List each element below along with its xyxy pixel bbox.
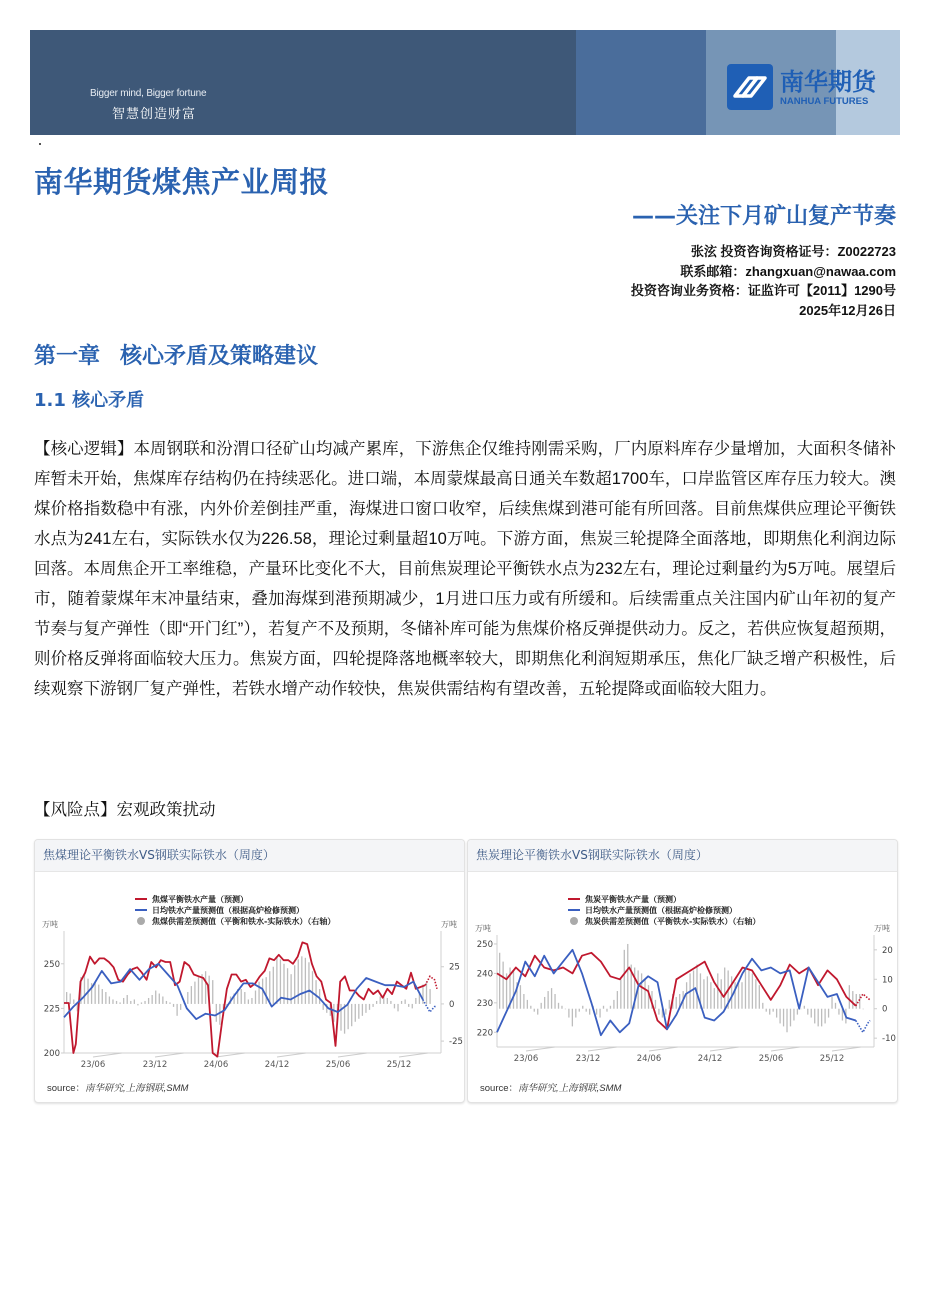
source-label: source： <box>47 1083 86 1094</box>
svg-text:24/12: 24/12 <box>264 1060 290 1070</box>
svg-text:23/06: 23/06 <box>80 1060 106 1070</box>
section-heading: 1.1 核心矛盾 <box>34 390 145 411</box>
slogan-chinese: 智慧创造财富 <box>112 107 197 122</box>
svg-text:日均铁水产量预测值（根据高炉检修预测）: 日均铁水产量预测值（根据高炉检修预测） <box>585 906 737 915</box>
svg-text:万吨: 万吨 <box>441 920 457 929</box>
svg-text:万吨: 万吨 <box>42 920 58 929</box>
chapter-heading <box>34 339 318 370</box>
logo-text-english: NANHUA FUTURES <box>780 96 869 107</box>
chart-title: 焦煤理论平衡铁水VS钢联实际铁水（周度） <box>35 840 464 872</box>
email-line: 联系邮箱：zhangxuan@nawaa.com <box>680 263 896 279</box>
svg-text:10: 10 <box>882 975 893 986</box>
chart-card-coking-coal <box>34 839 465 1103</box>
svg-text:24/12: 24/12 <box>697 1054 723 1064</box>
report-subtitle: ——关注下月矿山复产节奏 <box>631 204 896 229</box>
logo-text-chinese: 南华期货 <box>780 68 876 96</box>
chart-card-coke <box>467 839 898 1103</box>
chart-coking-coal <box>35 872 464 1072</box>
svg-text:24/06: 24/06 <box>636 1054 662 1064</box>
core-logic-paragraph: 【核心逻辑】本周钢联和汾渭口径矿山均减产累库，下游焦企仅维持刚需采购，厂内原料库存少量增加，大面积冬储补库暂未开始，焦煤库存结构仍在持续恶化。进口端，本周蒙煤最高日通关车数超1700车，口岸监管区库存压力较大。澳煤价格指数稳中有涨，内外价差倒挂严重，海煤进口窗口收窄，后续焦煤到港可能有所回落。目前焦煤供应理论平衡铁水点为241左右，实际铁水仅为226.58，理论过剩量超10万吨。下游方面，焦炭三轮提降全面落地，即期焦化利润边际回落。本周焦企开工率维稳，产量环比变化不大，目前焦炭理论平衡铁水点为232左右，理论过剩量约为5万吨。展望后市，随着蒙煤年末冲量结束，叠加海煤到港预期减少，1月进口压力或有所缓和。后续需重点关注国内矿山年初的复产节奏与复产弹性（即“开门红”），若复产不及预期，冬储补库可能为焦煤价格反弹提供动力。反之，若供应恢复超预期，则价格反弹将面临较大压力。焦炭方面，四轮提降落地概率较大，即期焦化利润短期承压，焦化厂缺乏增产积极性，后续观察下游钢厂复产弹性，若铁水增产动作较快，焦炭供需结构有望改善，五轮提降或面临较大阻力。 <box>34 440 896 698</box>
chapter-title: 核心矛盾及策略建议 <box>120 344 319 369</box>
slogan-english: Bigger mind, Bigger fortune <box>90 88 207 99</box>
company-logo <box>727 62 897 112</box>
svg-text:240: 240 <box>476 969 493 980</box>
svg-text:25: 25 <box>449 962 460 973</box>
svg-text:焦煤供需差预测值（平衡和铁水-实际铁水）（右轴）: 焦煤供需差预测值（平衡和铁水-实际铁水）（右轴） <box>152 917 336 926</box>
svg-text:220: 220 <box>476 1028 493 1039</box>
svg-text:250: 250 <box>476 939 493 950</box>
risk-point: 【风险点】宏观政策扰动 <box>34 801 216 819</box>
svg-text:24/06: 24/06 <box>203 1060 229 1070</box>
svg-text:200: 200 <box>43 1049 60 1059</box>
svg-text:20: 20 <box>882 945 893 956</box>
header-banner <box>30 30 900 135</box>
svg-text:-25: -25 <box>449 1037 463 1048</box>
chart-title: 焦炭理论平衡铁水VS钢联实际铁水（周度） <box>468 840 897 872</box>
chapter-number: 第一章 <box>34 344 101 369</box>
svg-text:23/06: 23/06 <box>513 1054 539 1064</box>
svg-text:焦炭供需差预测值（平衡铁水-实际铁水）（右轴）: 焦炭供需差预测值（平衡铁水-实际铁水）（右轴） <box>585 917 761 926</box>
svg-text:-10: -10 <box>882 1034 896 1045</box>
svg-text:25/12: 25/12 <box>819 1054 845 1064</box>
svg-text:25/06: 25/06 <box>758 1054 784 1064</box>
svg-text:230: 230 <box>476 998 493 1009</box>
svg-text:25/12: 25/12 <box>386 1060 412 1070</box>
report-title: 南华期货煤焦产业周报 <box>34 165 330 199</box>
license-line: 投资咨询业务资格：证监许可【2011】1290号 <box>630 283 896 298</box>
stray-dot <box>39 143 41 145</box>
svg-text:0: 0 <box>882 1004 888 1015</box>
logo-diamond-icon <box>727 64 773 110</box>
svg-text:焦炭平衡铁水产量（预测）: 焦炭平衡铁水产量（预测） <box>585 895 681 904</box>
svg-text:225: 225 <box>43 1004 60 1015</box>
chart-coke <box>468 872 897 1072</box>
svg-text:0: 0 <box>449 999 455 1010</box>
source-label: source： <box>480 1083 519 1094</box>
svg-text:焦煤平衡铁水产量（预测）: 焦煤平衡铁水产量（预测） <box>152 895 248 904</box>
svg-text:23/12: 23/12 <box>575 1054 601 1064</box>
svg-text:23/12: 23/12 <box>142 1060 168 1070</box>
banner-band <box>576 30 706 135</box>
svg-text:万吨: 万吨 <box>475 924 491 933</box>
author-info <box>631 242 896 320</box>
chart-source <box>47 1080 188 1094</box>
author-line: 张泫 投资咨询资格证号：Z0022723 <box>690 244 896 259</box>
svg-text:25/06: 25/06 <box>325 1060 351 1070</box>
svg-text:万吨: 万吨 <box>874 924 890 933</box>
svg-text:日均铁水产量预测值（根据高炉检修预测）: 日均铁水产量预测值（根据高炉检修预测） <box>152 906 304 915</box>
report-date: 2025年12月26日 <box>799 302 896 318</box>
chart-source <box>480 1080 621 1094</box>
source-value: 南华研究,上海钢联,SMM <box>85 1083 189 1094</box>
source-value: 南华研究,上海钢联,SMM <box>518 1083 622 1094</box>
svg-text:250: 250 <box>43 959 60 970</box>
